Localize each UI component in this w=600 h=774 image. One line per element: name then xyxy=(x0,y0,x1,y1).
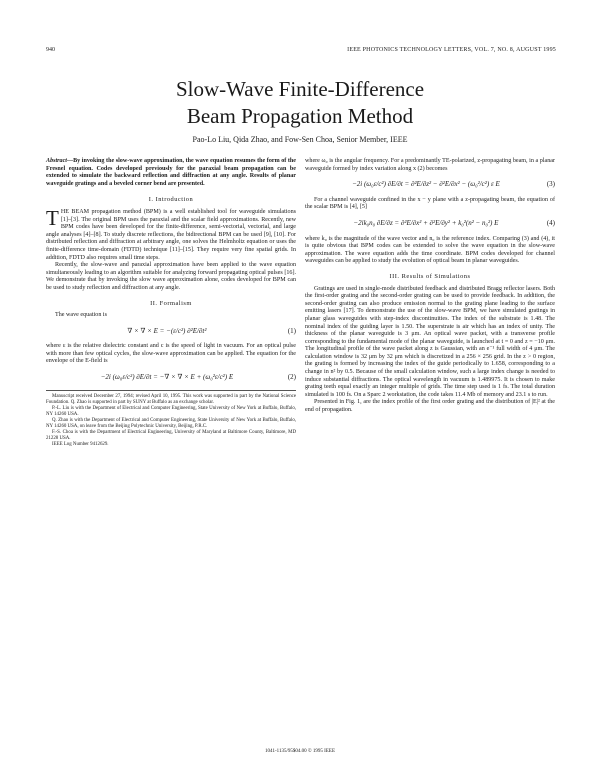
equation-2-expr: −2i (ω₀ε/c²) ∂E/∂t = −∇ × ∇ × E + (ω₀²ε/c²) E xyxy=(100,373,234,382)
right-paragraph-3: where k₀ is the magnitude of the wave vector and n₀ is the reference index. Comparing (3) and (4), it is quite obvious that BPM codes can be extended to solve the wave equation in the slow-wave approximation. The wave equation adds the time coordinate. BPM codes developed for channel waveguides can be applied to study the evolution of optical beam in planar waveguides. xyxy=(305,235,555,265)
intro-paragraph-1 xyxy=(46,205,296,262)
equation-2-number: (2) xyxy=(287,373,296,382)
abstract xyxy=(46,158,296,188)
section-heading-introduction: I. Introduction xyxy=(148,196,194,204)
equation-4-expr: −2ik₀n₀ ∂E/∂z = ∂²E/∂x² + ∂²E/∂y² + k₀²(n² − n₀²) E xyxy=(353,218,499,227)
results-paragraph-2: Presented in Fig. 1, are the index profile of the first order grating and the distribution of |E|² at the end of propagation. xyxy=(305,399,555,414)
page-number: 940 xyxy=(46,47,55,53)
equation-4-number: (4) xyxy=(546,218,555,227)
author-list: Pao-Lo Liu, Qida Zhao, and Fow-Sen Choa, Senior Member, IEEE xyxy=(192,135,408,144)
paper-title xyxy=(0,76,600,130)
right-paragraph-1: where ω₀ is the angular frequency. For a predominantly TE-polarized, z-propagating beam, in a planar waveguide formed by index variation along x (2) becomes xyxy=(305,158,555,172)
section-heading-results: III. Results of Simulations xyxy=(389,272,471,280)
equation-3 xyxy=(305,181,555,189)
title-line-2: Beam Propagation Method xyxy=(186,104,414,128)
equation-1 xyxy=(46,328,296,336)
footnote: Q. Zhao is with the Department of Electrical and Computer Engineering, State University of New York at Buffalo, Buffalo, NY 14260 USA, on leave from the Beijing Polytechnic University, Beijing, P.R.C. xyxy=(46,417,296,429)
right-paragraph-2: For a channel waveguide confined in the x − y plane with a z-propagating beam, the equation of the scalar BPM is [4], [5] xyxy=(305,196,555,211)
abstract-text: By invoking the slow-wave approximation, the wave equation resumes the form of the Fresnel equation. Codes developed previously for the paraxial beam propagation can be extended to simulate the backward reflection and diffraction at any angle. Results of planar waveguide gratings and a beveled corner bend are presented. xyxy=(46,158,296,187)
equation-4 xyxy=(305,220,555,228)
formalism-paragraph-2: where ε is the relative dielectric constant and c is the speed of light in vacuum. For an optical pulse with more than few optical cycles, the slow-wave approximation can be applied. The equation for the envelope of the E-field is xyxy=(46,343,296,365)
intro-paragraph-1-text: HE BEAM propagation method (BPM) is a well established tool for waveguide simulations [1]–[3]. The original BPM uses the paraxial and the scalar field approximations. Recently, new BPM codes have been developed for the finite-difference, semi-vectorial, vectorial, and large angle analyses [4]–[8]. To study discrete reflections, the bidirectional BPM can be used [9], [10]. For distributed reflection and diffraction at arbitrary angle, one solves the Helmholtz equation or uses the finite-difference time-domain (FDTD) technique [11]–[15]. They require very fine spatial grids. In addition, FDTD also requires small time steps. xyxy=(46,208,296,261)
footnote: F.-S. Choa is with the Department of Electrical Engineering, University of Maryland at Baltimore County, Baltimore, MD 21228 USA. xyxy=(46,429,296,441)
section-heading-formalism: II. Formalism xyxy=(150,299,192,307)
equation-3-number: (3) xyxy=(546,180,555,189)
footnotes xyxy=(46,390,296,448)
left-column xyxy=(46,158,296,448)
footnote: P.-L. Liu is with the Department of Electrical and Computer Engineering, State University of New York at Buffalo, Buffalo, NY 14260 USA. xyxy=(46,405,296,417)
formalism-paragraph-1: The wave equation is xyxy=(55,312,107,319)
equation-3-expr: −2i (ω₀ε/c²) ∂E/∂t = ∂²E/∂z² − ∂²E/∂x² − (ω₀²/c²) ε E xyxy=(352,180,500,189)
footnote: IEEE Log Number 9412629. xyxy=(52,441,109,447)
copyright-id: 1041-1135/95$04.00 © 1995 IEEE xyxy=(265,749,335,754)
title-line-1: Slow-Wave Finite-Difference xyxy=(175,77,425,101)
equation-1-number: (1) xyxy=(287,326,296,335)
journal-header: IEEE PHOTONICS TECHNOLOGY LETTERS, VOL. 7, NO. 8, AUGUST 1995 xyxy=(347,47,556,53)
drop-cap: T xyxy=(46,205,59,230)
right-column xyxy=(305,158,555,415)
results-paragraph-1: Gratings are used in single-mode distributed feedback and distributed Bragg reflector lasers. Both the first-order grating and the second-order grating can be used to provide feedback. In addition, the second-order grating can also produce emission normal to the grating plane leading to the surface emitting lasers [17]. To demonstrate the use of the slow-wave BPM, we have simulated gratings in planar glass waveguides with step-index discontinuities. The index of the substrate is 1.48. The nominal index of the guiding layer is 1.50. The superstrate is air which has an index of unity. The thickness of the planar waveguide is 3 μm. An optical wave packet, with a transverse profile corresponding to the fundamental mode of the planar waveguide, is launched at t = 0 and z = −10 μm. The longitudinal profile of the wave packet along z is Gaussian, with an e⁻¹ full width of 4 μm. The calculation window is 32 μm by 32 μm which is discretized in a 256 × 256 grid. In the z > 0 region, the grating is formed by increasing the index of the guide periodically to 1.658, corresponding to a change in n² by 0.5. Because of the small calculation window, such a large index change is needed to induce substantial diffractions. The optical wavelength in vacuum is 1.489975. It is chosen to make grating teeth equal exactly an integer multiple of grids. The time step used is 1 fs. The total duration simulated is 100 fs. On a Sparc 2 workstation, the code takes 11.4 Mb of memory and 23.1 s to run. xyxy=(305,285,555,398)
intro-paragraph-2: Recently, the slow-wave and paraxial approximation have been applied to the wave equation simultaneously leading to an algorithm suitable for analyzing forward propagating optical pulses [16]. We demonstrate that by invoking the slow wave approximation alone, codes developed for BPM can be used to study reflection and diffraction at any angle. xyxy=(46,262,296,291)
equation-2 xyxy=(46,374,296,382)
footnote: Manuscript received December 27, 1994; revised April 10, 1995. This work was supported in part by the National Science Foundation. Q. Zhao is supported in part by SUNY at Buffalo as an exchange scholar. xyxy=(46,393,296,405)
equation-1-expr: ∇ × ∇ × E = −(ε/c²) ∂²E/∂t² xyxy=(127,326,207,335)
abstract-lead: Abstract— xyxy=(46,158,74,164)
